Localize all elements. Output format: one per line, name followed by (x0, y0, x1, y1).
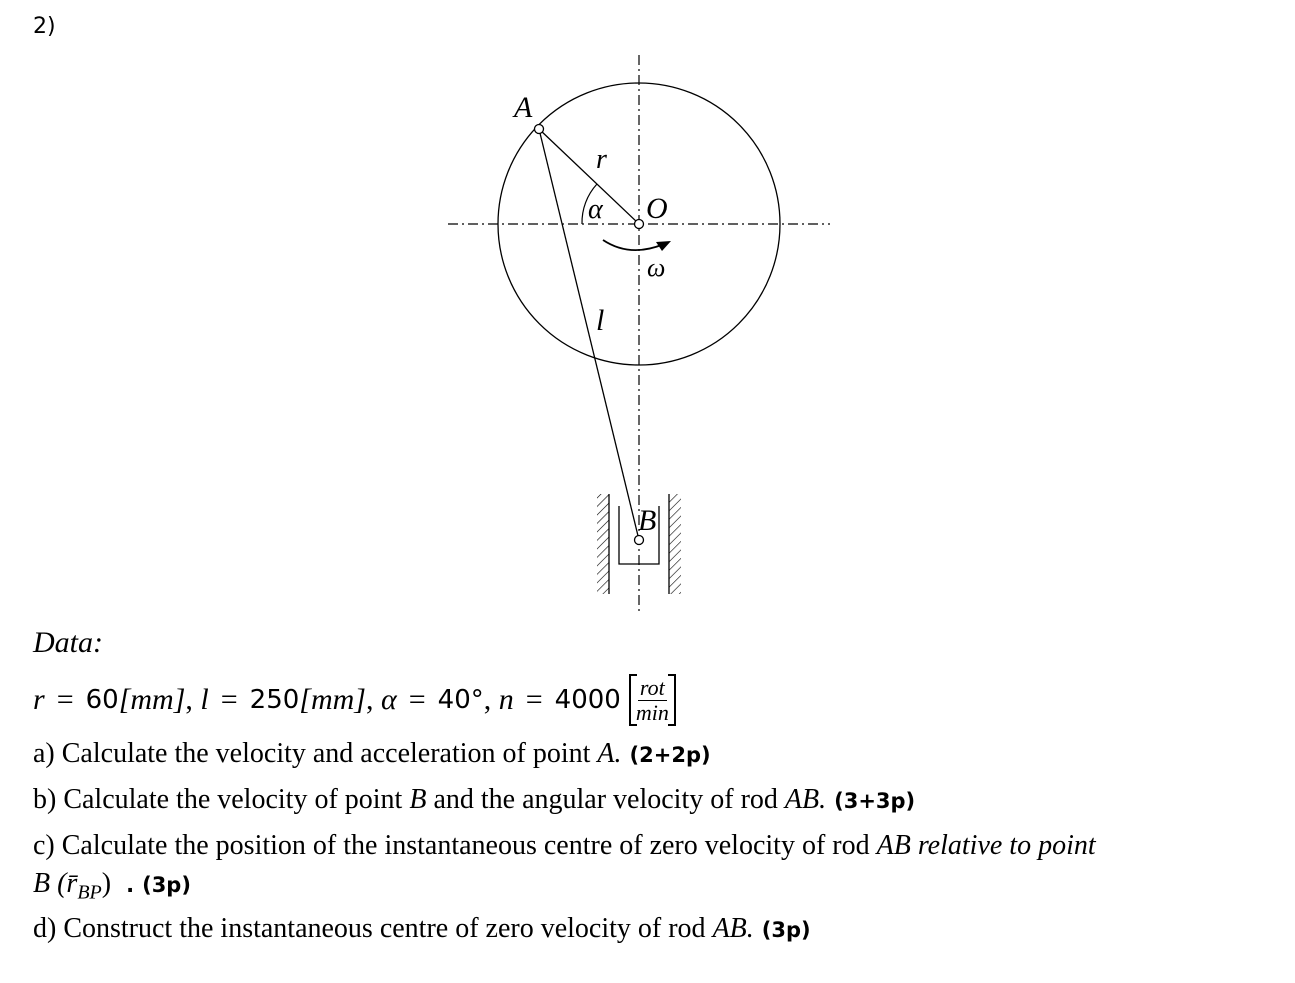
r-symbol: r (33, 683, 45, 716)
r-value: 60 (85, 685, 119, 715)
joint-A (535, 125, 544, 134)
label-l: l (596, 304, 605, 337)
n-symbol: n (498, 683, 514, 716)
points-c: (3p) (142, 873, 191, 897)
alpha-symbol: α (380, 683, 397, 716)
given-equation: r = 60 [mm] , l = 250 [mm] , α = 40° , n = 4000 $\frac{\text{rot}}{\min}$ (33, 674, 676, 726)
data-label: Data: (33, 626, 103, 659)
guide-left-hatch (597, 494, 609, 594)
n-unit-top: rot (639, 675, 665, 701)
label-O: O (646, 192, 668, 225)
n-unit-bracket (629, 674, 676, 726)
label-B: B (638, 504, 657, 537)
problem-number: 2) (33, 14, 56, 39)
label-A: A (514, 91, 533, 124)
n-unit-bottom: min (635, 699, 669, 725)
l-unit: [mm] (299, 683, 366, 716)
label-alpha: α (588, 194, 603, 225)
guide-right-hatch (669, 494, 681, 594)
question-c-line2: B $(r̄_{BP})$ . (3p) (33, 868, 191, 904)
joint-O (635, 220, 644, 229)
points-d: (3p) (761, 918, 811, 942)
question-a: a) Calculate the velocity and acceleration of point A. (2+2p) (33, 738, 711, 769)
n-value: 4000 (554, 685, 621, 715)
question-b: b) Calculate the velocity of point B and the angular velocity of rod AB. (3+3p) (33, 784, 916, 815)
l-symbol: l (200, 683, 209, 716)
l-value: 250 (249, 685, 300, 715)
points-a: (2+2p) (629, 743, 711, 767)
omega-arrow (603, 240, 664, 250)
alpha-value: 40° (437, 685, 484, 715)
connecting-rod-l (539, 129, 639, 540)
r-unit: [mm] (118, 683, 186, 716)
label-omega: ω (647, 253, 666, 282)
points-b: (3+3p) (834, 789, 916, 813)
question-c: c) Calculate the position of the instantaneous centre of zero velocity of rod AB relative to point (33, 830, 1096, 861)
question-d: d) Construct the instantaneous centre of zero velocity of rod AB. (3p) (33, 913, 811, 944)
label-r: r (596, 144, 607, 175)
